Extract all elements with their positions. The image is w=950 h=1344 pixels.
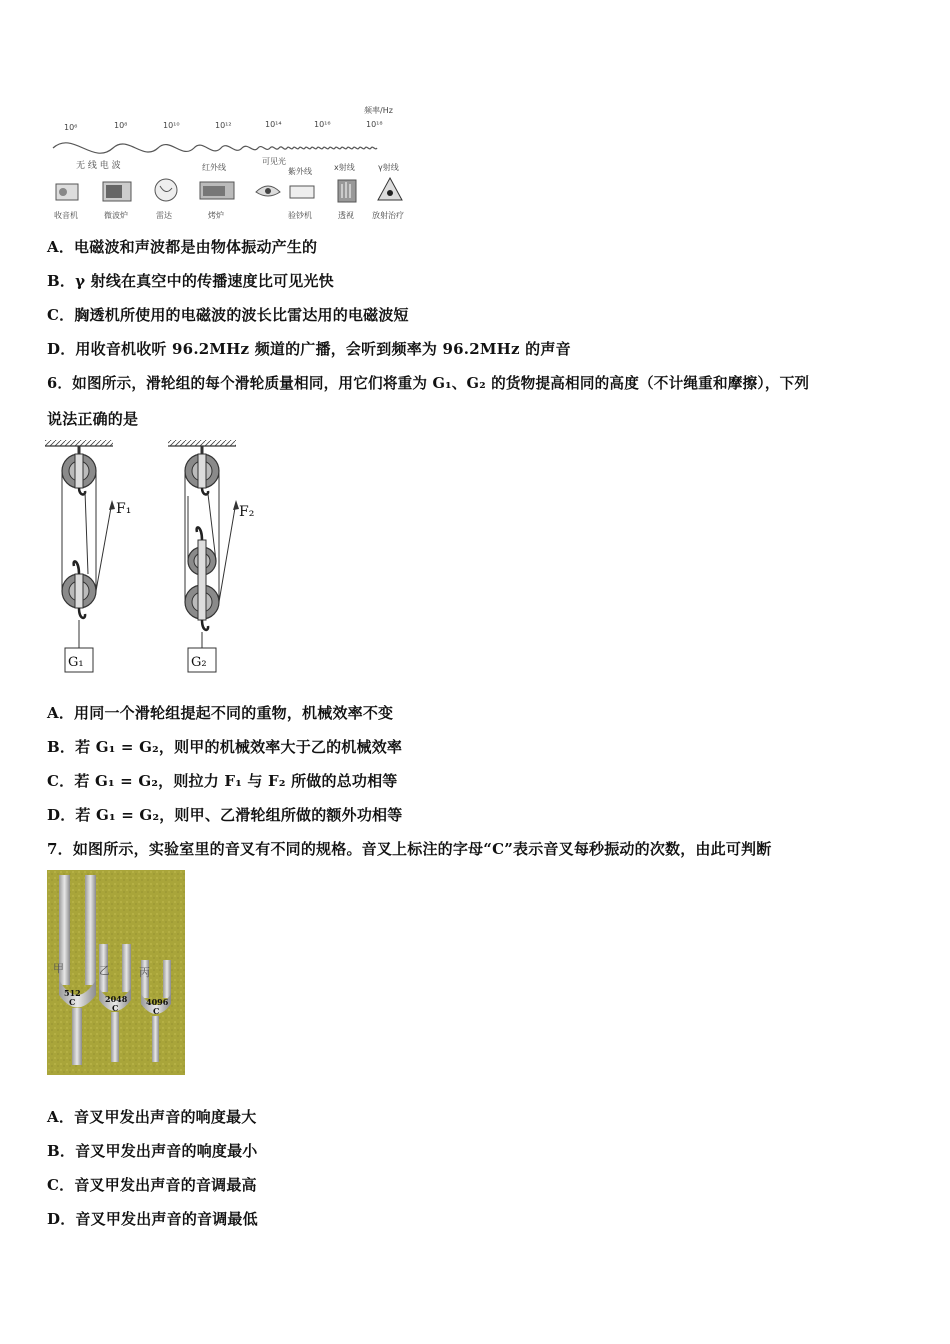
fork-letter-jia: C (69, 997, 76, 1007)
option-letter: B． (47, 272, 76, 290)
q6-option-b (47, 736, 402, 757)
fork-name-yi: 乙 (99, 964, 110, 977)
q6-option-d (47, 804, 402, 825)
spectrum-device: 烤炉 (208, 211, 224, 220)
q7-option-c (47, 1174, 257, 1195)
q5-option-c (47, 304, 409, 325)
radar-icon (155, 179, 177, 201)
option-letter: A． (47, 704, 75, 722)
fork-freq-jia: 512 (64, 988, 81, 998)
radio-icon (56, 184, 78, 200)
option-text: 胸透机所使用的电磁波的波长比雷达用的电磁波短 (74, 306, 409, 324)
oven-icon (200, 182, 234, 199)
fork-freq-bing: 4096 (146, 997, 169, 1007)
q5-option-a (47, 236, 317, 257)
option-letter: D． (47, 806, 76, 824)
option-text: 若 G₁ = G₂，则拉力 F₁ 与 F₂ 所做的总功相等 (74, 772, 398, 790)
q6-stem-line2: 说法正确的是 (47, 410, 139, 428)
spectrum-device: 收音机 (54, 211, 78, 220)
spectrum-band: 紫外线 (288, 167, 312, 176)
spectrum-device: 透视 (338, 211, 354, 220)
force-label-f1: F₁ (116, 501, 132, 517)
spectrum-band: 红外线 (202, 163, 226, 172)
fork-letter-bing: C (153, 1006, 160, 1016)
eye-icon (256, 186, 280, 196)
option-text: 音叉甲发出声音的音调最低 (75, 1210, 258, 1228)
q7-option-b (47, 1140, 258, 1161)
spectrum-tick: 10¹⁰ (163, 121, 180, 130)
counterfeit-detector-icon (290, 186, 314, 198)
option-text: γ 射线在真空中的传播速度比可见光快 (75, 272, 334, 290)
option-text: 音叉甲发出声音的响度最大 (74, 1108, 257, 1126)
spectrum-device: 验钞机 (288, 211, 312, 220)
spectrum-wave (53, 143, 377, 153)
spectrum-band: γ射线 (378, 163, 399, 172)
spectrum-tick: 10⁸ (114, 121, 128, 130)
option-letter: A． (47, 238, 75, 256)
option-letter: C． (47, 1176, 75, 1194)
spectrum-device: 放射治疗 (372, 211, 404, 220)
q7-option-d (47, 1208, 258, 1229)
spectrum-device: 微波炉 (104, 211, 128, 220)
spectrum-band: 可见光 (262, 157, 286, 166)
option-letter: B． (47, 1142, 76, 1160)
force-label-f2: F₂ (239, 504, 255, 520)
option-text: 音叉甲发出声音的响度最小 (75, 1142, 258, 1160)
option-text: 用同一个滑轮组提起不同的重物，机械效率不变 (74, 704, 394, 722)
spectrum-tick: 10⁶ (64, 123, 78, 132)
q6-option-a (47, 702, 393, 723)
fork-name-bing: 丙 (139, 966, 150, 979)
pulley-system-jia (45, 440, 115, 672)
option-text: 用收音机收听 96.2MHz 频道的广播，会听到频率为 96.2MHz 的声音 (75, 340, 571, 358)
radiation-icon (378, 178, 402, 200)
pulley-system-yi (168, 440, 239, 672)
spectrum-figure (48, 100, 410, 222)
q5-option-b (47, 270, 334, 291)
fork-letter-yi: C (112, 1003, 119, 1013)
weight-label-g1: G₁ (68, 655, 84, 670)
option-letter: B． (47, 738, 76, 756)
option-letter: C． (47, 772, 75, 790)
q6-option-c (47, 770, 397, 791)
spectrum-tick: 10¹⁴ (265, 120, 282, 129)
tuning-fork-photo (47, 870, 185, 1075)
microwave-icon (103, 182, 131, 201)
q7-stem: 7．如图所示，实验室里的音叉有不同的规格。音叉上标注的字母“C”表示音叉每秒振动的次数，由此可判断 (47, 840, 772, 858)
weight-label-g2: G₂ (191, 655, 207, 670)
spectrum-axis-unit: 频率/Hz (364, 106, 393, 115)
spectrum-tick: 10¹² (215, 121, 232, 130)
q5-option-d (47, 338, 571, 359)
option-letter: A． (47, 1108, 75, 1126)
option-letter: D． (47, 1210, 76, 1228)
spectrum-band: x射线 (334, 163, 355, 172)
spectrum-band: 无 线 电 波 (76, 161, 121, 171)
q7-option-a (47, 1106, 256, 1127)
option-letter: C． (47, 306, 75, 324)
option-letter: D． (47, 340, 76, 358)
option-text: 电磁波和声波都是由物体振动产生的 (74, 238, 318, 256)
q6-stem-line1: 6．如图所示，滑轮组的每个滑轮质量相同，用它们将重为 G₁、G₂ 的货物提高相同的高度（不计绳重和摩擦），下列 (47, 375, 810, 392)
spectrum-tick: 10¹⁶ (314, 120, 331, 129)
spectrum-device: 雷达 (156, 211, 172, 220)
hand-xray-icon (338, 180, 356, 202)
spectrum-tick: 10¹⁸ (366, 120, 383, 129)
fork-name-jia: 甲 (53, 962, 64, 975)
option-text: 音叉甲发出声音的音调最高 (74, 1176, 257, 1194)
option-text: 若 G₁ = G₂，则甲、乙滑轮组所做的额外功相等 (75, 806, 403, 824)
option-text: 若 G₁ = G₂，则甲的机械效率大于乙的机械效率 (75, 738, 403, 756)
fork-freq-yi: 2048 (105, 994, 128, 1004)
pulley-figure (40, 436, 270, 676)
